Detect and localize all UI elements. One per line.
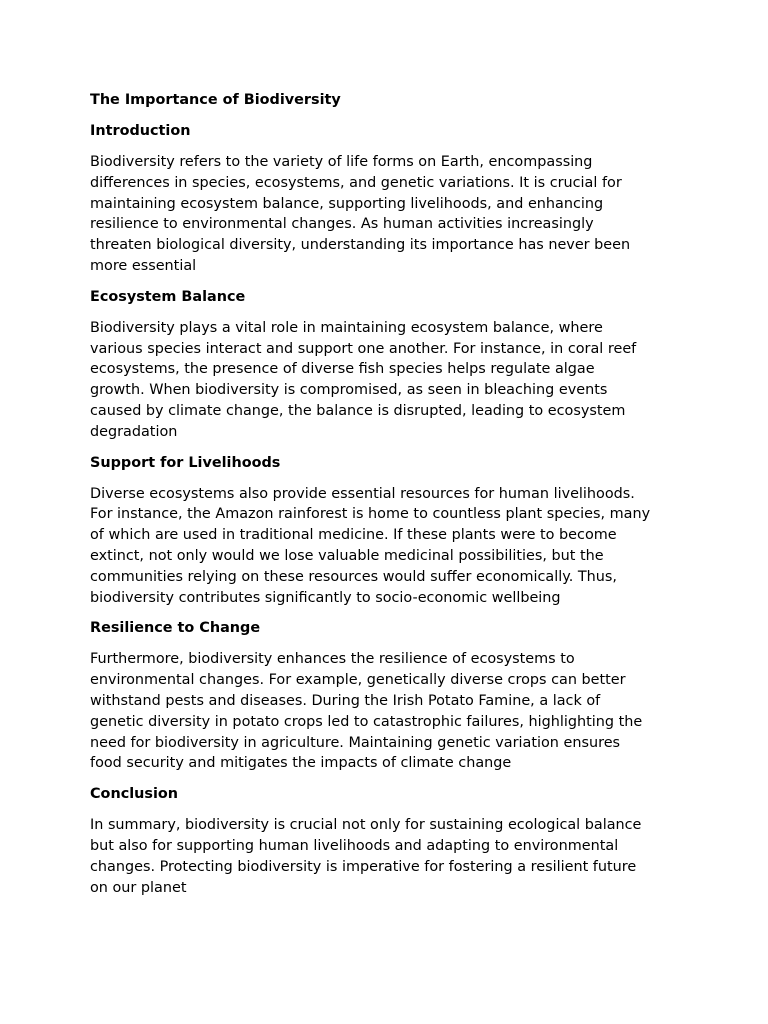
section-resilience-to-change <box>90 618 690 774</box>
section-paragraph: Biodiversity plays a vital role in maintaining ecosystem balance, where various species interact and support one another. For instance, in coral reef ecosystems, the presence of diverse fish species helps regulate algae growth. When biodiversity is compromised, as seen in bleaching events caused by climate change, the balance is disrupted, leading to ecosystem degradation <box>90 319 637 440</box>
section-paragraph: In summary, biodiversity is crucial not only for sustaining ecological balance but also for supporting human livelihoods and adapting to environmental changes. Protecting biodiversity is imperative for fostering a resilient future on our planet <box>90 817 642 896</box>
section-conclusion <box>90 784 690 898</box>
section-heading: Conclusion <box>90 786 179 803</box>
section-support-for-livelihoods <box>90 453 690 609</box>
document-page <box>90 90 690 908</box>
section-heading: Ecosystem Balance <box>90 288 246 305</box>
section-introduction <box>90 121 690 277</box>
section-paragraph: Biodiversity refers to the variety of life forms on Earth, encompassing differences in species, ecosystems, and genetic variations. It is crucial for maintaining ecosystem balance, supporting livelihoods, and enhancing resilience to environmental changes. As human activities increasingly threaten biological diversity, understanding its importance has never been more essential <box>90 154 631 274</box>
section-paragraph: Diverse ecosystems also provide essential resources for human livelihoods. For instance, the Amazon rainforest is home to countless plant species, many of which are used in traditional medicine. If these plants were to become extinct, not only would we lose valuable medicinal possibilities, but the communities relying on these resources would suffer economically. Thus, biodiversity contributes significantly to socio-economic wellbeing <box>90 485 651 606</box>
section-paragraph: Furthermore, biodiversity enhances the resilience of ecosystems to environmental changes. For example, genetically diverse crops can better withstand pests and diseases. During the Irish Potato Famine, a lack of genetic diversity in potato crops led to catastrophic failures, highlighting the need for biodiversity in agriculture. Maintaining genetic variation ensures food security and mitigates the impacts of climate change <box>90 651 643 772</box>
section-ecosystem-balance <box>90 287 690 443</box>
section-heading: Support for Livelihoods <box>90 454 281 471</box>
section-heading: Resilience to Change <box>90 620 261 637</box>
document-title: The Importance of Biodiversity <box>90 92 341 108</box>
section-heading: Introduction <box>90 123 191 139</box>
